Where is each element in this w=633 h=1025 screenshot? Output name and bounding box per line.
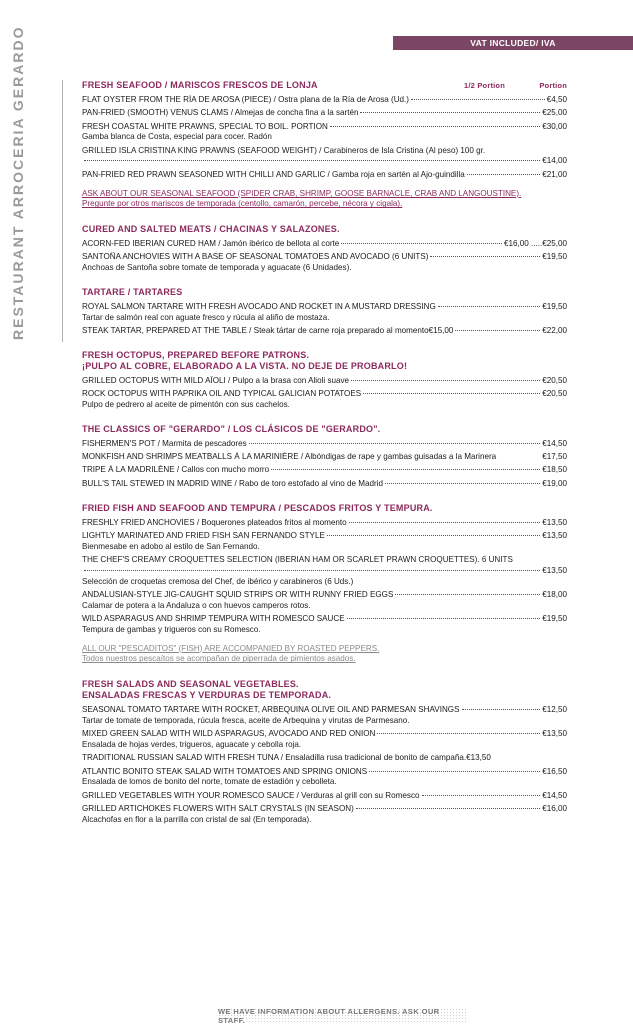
item-price: €25,00 bbox=[542, 108, 567, 118]
item-price: €20,50 bbox=[542, 375, 567, 385]
price-row bbox=[82, 531, 567, 542]
item-name: FRESH COASTAL WHITE PRAWNS, SPECIAL TO BOIL. PORTION bbox=[82, 121, 328, 131]
dot-leader bbox=[422, 795, 541, 796]
note-english: ALL OUR "PESCADITOS" (FISH) ARE ACCOMPANIED BY ROASTED PEPPERS. bbox=[82, 643, 380, 653]
menu-item bbox=[82, 170, 567, 181]
item-price: €30,00 bbox=[542, 121, 567, 131]
price-row bbox=[82, 376, 567, 387]
item-price: €20,50 bbox=[542, 389, 567, 399]
item-description: Ensalada de hojas verdes, trigueros, aguacate y cebolla roja. bbox=[82, 739, 302, 749]
dot-leader bbox=[369, 771, 540, 772]
item-price: €19,50 bbox=[542, 252, 567, 262]
item-name: SEASONAL TOMATO TARTARE WITH ROCKET, ARBEQUINA OLIVE OIL AND PARMESAN SHAVINGS bbox=[82, 705, 460, 715]
note-english: ASK ABOUT OUR SEASONAL SEAFOOD (SPIDER CRAB, SHRIMP, GOOSE BARNACLE, CRAB AND LANGOUSTINE). bbox=[82, 188, 522, 198]
item-description: Tempura de gambas y trigueros con su Romesco. bbox=[82, 624, 261, 634]
item-name: FRESHLY FRIED ANCHOVIES / Boquerones plateados fritos al momento bbox=[82, 517, 347, 527]
menu-section bbox=[82, 679, 567, 825]
price-row bbox=[82, 95, 567, 106]
price-row bbox=[82, 439, 567, 450]
menu-item bbox=[82, 239, 567, 250]
item-name: FISHERMEN'S POT / Marmita de pescadores bbox=[82, 438, 247, 448]
item-price: €18,50 bbox=[542, 465, 567, 475]
item-description: Selección de croquetas cremosa del Chef, de ibérico y carabineros (6 Uds.) bbox=[82, 576, 354, 586]
price-column-header: Portion bbox=[539, 81, 567, 90]
section-heading bbox=[82, 424, 567, 435]
price-row bbox=[82, 767, 567, 778]
menu-section bbox=[82, 350, 567, 411]
dot-leader bbox=[377, 733, 540, 734]
price-row bbox=[82, 729, 567, 740]
dot-leader bbox=[356, 808, 540, 809]
item-description: Anchoas de Santoña sobre tomate de temporada y aguacate (6 Unidades). bbox=[82, 263, 352, 273]
item-price: €13,50 bbox=[542, 565, 567, 575]
menu-item bbox=[82, 753, 567, 764]
price-row bbox=[82, 452, 567, 463]
section-title: THE CLASSICS OF "GERARDO" / LOS CLÁSICOS DE "GERARDO". bbox=[82, 423, 381, 434]
item-price: €17,50 bbox=[542, 452, 567, 462]
menu-item bbox=[82, 389, 567, 411]
dot-leader bbox=[360, 112, 540, 113]
section-title: FRIED FISH AND SEAFOOD AND TEMPURA / PESCADOS FRITOS Y TEMPURA. bbox=[82, 502, 433, 513]
section-heading-secondary bbox=[82, 690, 567, 701]
price-row bbox=[82, 156, 567, 167]
item-price: €14,00 bbox=[542, 156, 567, 166]
dot-leader bbox=[341, 243, 502, 244]
item-price: €4,50 bbox=[546, 95, 567, 104]
item-description: Alcachofas en flor a la parrilla con cristal de sal (En temporada). bbox=[82, 814, 312, 824]
price-row bbox=[82, 479, 567, 490]
note-spanish: Todos nuestros pescaítos se acompañan de piperrada de pimientos asados. bbox=[82, 654, 356, 664]
item-price: €16,00 .....€25,00 bbox=[503, 239, 567, 249]
dot-leader bbox=[330, 126, 540, 127]
price-row bbox=[82, 122, 567, 133]
section-title: FRESH OCTOPUS, PREPARED BEFORE PATRONS. bbox=[82, 349, 310, 360]
item-name: WILD ASPARAGUS AND SHRIMP TEMPURA WITH ROMESCO SAUCE bbox=[82, 613, 345, 623]
dot-leader bbox=[467, 174, 540, 175]
menu-item bbox=[82, 729, 567, 751]
item-name: ATLANTIC BONITO STEAK SALAD WITH TOMATOES AND SPRING ONIONS bbox=[82, 766, 368, 776]
price-row bbox=[82, 590, 567, 601]
dot-leader bbox=[363, 393, 540, 394]
item-name: ROYAL SALMON TARTARE WITH FRESH AVOCADO AND ROCKET IN A MUSTARD DRESSING bbox=[82, 302, 436, 312]
menu-section bbox=[82, 224, 567, 274]
item-name: FLAT OYSTER FROM THE RÍA DE AROSA (PIECE) / Ostra plana de la Ría de Arosa (Ud.) bbox=[82, 95, 410, 104]
item-price: €16,50 bbox=[542, 766, 567, 776]
item-name: THE CHEF'S CREAMY CROQUETTES SELECTION (IBERIAN HAM OR SCARLET PRAWN CROQUETTES). 6 UNITS bbox=[82, 554, 513, 564]
section-note bbox=[82, 189, 567, 211]
item-name: PAN-FRIED (SMOOTH) VENUS CLAMS / Almejas de concha fina a la sartén bbox=[82, 108, 359, 118]
price-row bbox=[82, 239, 567, 250]
allergen-notice: WE HAVE INFORMATION ABOUT ALLERGENS. ASK OUR STAFF. bbox=[218, 1008, 468, 1024]
section-note bbox=[82, 644, 567, 666]
dot-leader bbox=[84, 570, 540, 571]
menu-item bbox=[82, 479, 567, 490]
item-description: Gamba blanca de Costa, especial para cocer. Radón bbox=[82, 132, 272, 142]
price-row bbox=[82, 705, 567, 716]
section-heading bbox=[82, 287, 567, 298]
menu-item bbox=[82, 326, 567, 337]
menu-section bbox=[82, 80, 567, 210]
section-heading bbox=[82, 679, 567, 690]
price-row bbox=[82, 614, 567, 625]
dot-leader bbox=[349, 522, 541, 523]
menu-item bbox=[82, 614, 567, 636]
menu-item bbox=[82, 555, 567, 587]
section-heading bbox=[82, 503, 567, 514]
item-price: €13,50 bbox=[542, 729, 567, 739]
item-price: €19,50 bbox=[542, 302, 567, 312]
menu-section bbox=[82, 287, 567, 337]
price-row bbox=[82, 170, 567, 181]
dot-leader bbox=[271, 469, 540, 470]
section-title-2: ¡PULPO AL COBRE, ELABORADO A LA VISTA. NO DEJE DE PROBARLO! bbox=[82, 360, 408, 371]
item-price: €19,00 bbox=[542, 478, 567, 488]
item-price: €12,50 bbox=[542, 705, 567, 715]
menu-item bbox=[82, 804, 567, 826]
item-name: LIGHTLY MARINATED AND FRIED FISH SAN FERNANDO STYLE bbox=[82, 530, 325, 540]
vat-banner: VAT INCLUDED/ IVA bbox=[393, 36, 633, 50]
item-name: TRADITIONAL RUSSIAN SALAD WITH FRESH TUNA / Ensaladilla rusa tradicional de bonito de campaña. bbox=[82, 753, 467, 763]
item-price: €19,50 bbox=[542, 613, 567, 623]
section-heading-secondary bbox=[82, 361, 567, 372]
menu-item bbox=[82, 590, 567, 612]
dot-leader bbox=[455, 330, 540, 331]
item-price: €16,00 bbox=[542, 803, 567, 813]
dot-leader bbox=[347, 618, 541, 619]
item-name: GRILLED VEGETABLES WITH YOUR ROMESCO SAUCE / Verduras al grill con su Romesco bbox=[82, 790, 420, 800]
item-price: €13,50 bbox=[542, 517, 567, 527]
item-price: €14,50 bbox=[542, 438, 567, 448]
item-price: €18,00 bbox=[542, 589, 567, 599]
menu-item bbox=[82, 465, 567, 476]
dot-leader bbox=[430, 256, 540, 257]
section-title: TARTARE / TARTARES bbox=[82, 287, 183, 298]
menu-section bbox=[82, 503, 567, 666]
item-name: BULL'S TAIL STEWED IN MADRID WINE / Rabo de toro estofado al vino de Madrid bbox=[82, 478, 383, 488]
price-row bbox=[82, 804, 567, 815]
menu-item bbox=[82, 518, 567, 529]
dot-leader bbox=[351, 380, 540, 381]
item-description: Tartar de tomate de temporada, rúcula fresca, aceite de Arbequina y virutas de Parmesano. bbox=[82, 715, 410, 725]
section-title: CURED AND SALTED MEATS / CHACINAS Y SALAZONES. bbox=[82, 224, 340, 235]
section-title: FRESH SEAFOOD / MARISCOS FRESCOS DE LONJA bbox=[82, 80, 318, 90]
item-name: TRIPE À LA MADRILÈNE / Callos con mucho morro bbox=[82, 465, 270, 475]
item-name: SANTOÑA ANCHOVIES WITH A BASE OF SEASONAL TOMATOES AND AVOCADO (6 UNITS) bbox=[82, 252, 429, 262]
dot-leader bbox=[327, 535, 540, 536]
item-description: Ensalada de lomos de bonito del norte, tomate de estadión y cebolleta. bbox=[82, 777, 337, 787]
item-name: ACORN-FED IBERIAN CURED HAM / Jamón ibérico de bellota al corte bbox=[82, 239, 340, 249]
menu-item bbox=[82, 302, 567, 324]
menu-item bbox=[82, 122, 567, 144]
section-heading bbox=[82, 350, 567, 361]
menu-item bbox=[82, 95, 567, 106]
dot-leader bbox=[462, 709, 541, 710]
item-price: €22,00 bbox=[542, 326, 567, 336]
item-name: MIXED GREEN SALAD WITH WILD ASPARAGUS, AVOCADO AND RED ONION bbox=[82, 729, 376, 739]
item-name: ROCK OCTOPUS WITH PAPRIKA OIL AND TYPICAL GALICIAN POTATOES bbox=[82, 389, 362, 399]
price-row bbox=[82, 389, 567, 400]
menu-item bbox=[82, 376, 567, 387]
dot-leader bbox=[395, 594, 540, 595]
menu-item bbox=[82, 146, 567, 168]
menu-section bbox=[82, 424, 567, 490]
price-row bbox=[82, 518, 567, 529]
menu-item bbox=[82, 791, 567, 802]
dot-leader bbox=[411, 99, 545, 100]
item-name: GRILLED ISLA CRISTINA KING PRAWNS (SEAFOOD WEIGHT) / Carabineros de Isla Cristina (Al peso) 100 gr. bbox=[82, 145, 486, 155]
price-row bbox=[82, 465, 567, 476]
item-name: STEAK TARTAR, PREPARED AT THE TABLE / Steak tártar de carne roja preparado al momento€15,00 bbox=[82, 326, 454, 336]
price-column-header: 1/2 Portion bbox=[464, 81, 505, 90]
item-name: GRILLED ARTICHOKES FLOWERS WITH SALT CRYSTALS (IN SEASON) bbox=[82, 803, 354, 813]
menu-item bbox=[82, 252, 567, 274]
price-row bbox=[82, 302, 567, 313]
item-description: Bienmesabe en adobo al estilo de San Fernando. bbox=[82, 541, 260, 551]
price-row bbox=[82, 108, 567, 119]
price-row bbox=[82, 753, 567, 764]
item-price: €13,50 bbox=[466, 753, 491, 763]
item-price: €14,50 bbox=[542, 790, 567, 800]
price-row bbox=[82, 791, 567, 802]
section-heading bbox=[82, 224, 567, 235]
side-divider bbox=[62, 80, 63, 342]
price-row bbox=[82, 326, 567, 337]
item-price: €21,00 bbox=[542, 169, 567, 179]
restaurant-name-vertical: RESTAURANT ARROCERIA GERARDO bbox=[10, 25, 26, 340]
dot-leader bbox=[385, 483, 540, 484]
menu-item bbox=[82, 108, 567, 119]
section-title: FRESH SALADS AND SEASONAL VEGETABLES. bbox=[82, 679, 299, 690]
menu-item bbox=[82, 439, 567, 450]
item-description: Calamar de potera a la Andaluza o con huevos camperos rotos. bbox=[82, 600, 311, 610]
dot-leader bbox=[249, 443, 541, 444]
item-description: Tartar de salmón real con aguate fresco y rúcula al aliño de mostaza. bbox=[82, 312, 330, 322]
item-description: Pulpo de pedrero al aceite de pimentón con sus cachelos. bbox=[82, 400, 290, 410]
item-name: ANDALUSIAN-STYLE JIG-CAUGHT SQUID STRIPS OR WITH RUNNY FRIED EGGS bbox=[82, 589, 394, 599]
price-row bbox=[82, 252, 567, 263]
price-row bbox=[82, 566, 567, 577]
menu-item bbox=[82, 767, 567, 789]
section-heading bbox=[82, 80, 567, 91]
dot-leader bbox=[438, 306, 540, 307]
menu-body bbox=[82, 80, 567, 839]
menu-item bbox=[82, 531, 567, 553]
item-name: MONKFISH AND SHRIMPS MEATBALLS Á LA MARINIÈRE / Albóndigas de rape y gambas guisadas a la Marinera bbox=[82, 452, 497, 462]
note-spanish: Pregunte por otros mariscos de temporada (centollo, camarón, percebe, nécora y cigala). bbox=[82, 199, 403, 209]
menu-item bbox=[82, 705, 567, 727]
item-name: GRILLED OCTOPUS WITH MILD AÏOLI / Pulpo a la brasa con Alioli suave bbox=[82, 375, 350, 385]
item-name: PAN-FRIED RED PRAWN SEASONED WITH CHILLI AND GARLIC / Gamba roja en sartén al Ajo-guindilla bbox=[82, 169, 465, 179]
dot-leader bbox=[84, 160, 540, 161]
menu-item bbox=[82, 452, 567, 463]
item-price: €13,50 bbox=[542, 530, 567, 540]
section-title-2: ENSALADAS FRESCAS Y VERDURAS DE TEMPORADA. bbox=[82, 690, 332, 701]
